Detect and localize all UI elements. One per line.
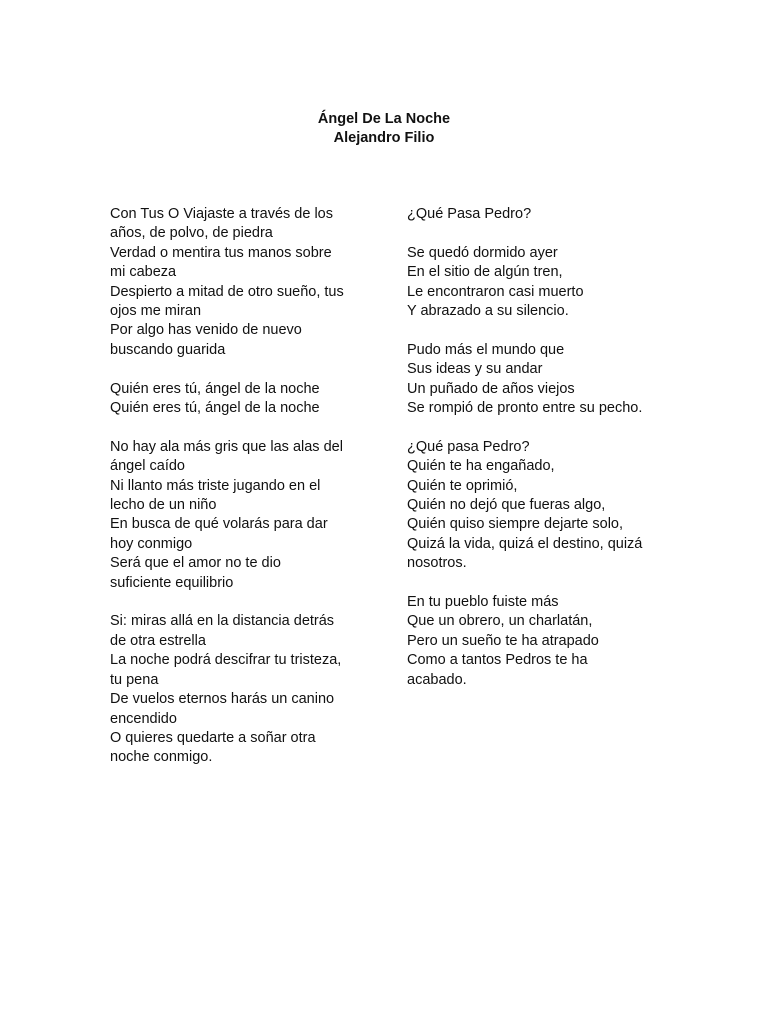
verse-line: Ni llanto más triste jugando en el	[110, 477, 321, 494]
song-title: Ángel De La Noche	[317, 111, 451, 127]
verse-line: Se rompió de pronto entre su pecho.	[407, 400, 643, 417]
document-header	[0, 110, 768, 148]
verse-line: buscando guarida	[110, 341, 226, 358]
verse-line: Sus ideas y su andar	[407, 361, 543, 378]
verse-line: nosotros.	[407, 555, 467, 572]
verse-line: mi cabeza	[110, 264, 177, 281]
verse-line: ¿Qué Pasa Pedro?	[407, 206, 532, 222]
verse-line: Con Tus O Viajaste a través de los	[110, 206, 333, 222]
verse-line: tu pena	[110, 671, 159, 688]
verse-line: suficiente equilibrio	[110, 574, 234, 591]
verse-line: hoy conmigo	[110, 535, 193, 552]
verse-line: Se quedó dormido ayer	[407, 244, 558, 261]
verse-line: acabado.	[407, 671, 467, 688]
verse-line: ángel caído	[110, 458, 185, 475]
left-stanza	[110, 612, 370, 767]
verse-line: Quién quiso siempre dejarte solo,	[407, 516, 624, 533]
verse-line: Y abrazado a su silencio.	[407, 303, 569, 320]
right-column	[407, 205, 667, 709]
verse-line: Quién eres tú, ángel de la noche	[110, 400, 320, 417]
verse-line: Le encontraron casi muerto	[407, 283, 584, 300]
left-stanza	[110, 205, 370, 360]
song-author: Alejandro Filio	[333, 130, 435, 146]
verse-line: Verdad o mentira tus manos sobre	[110, 244, 332, 261]
verse-line: De vuelos eternos harás un canino	[110, 691, 335, 708]
verse-line: Quién no dejó que fueras algo,	[407, 497, 606, 514]
verse-line: ojos me miran	[110, 303, 202, 320]
verse-line: de otra estrella	[110, 632, 206, 649]
verse-line: En busca de qué volarás para dar	[110, 516, 328, 533]
verse-line: No hay ala más gris que las alas del	[110, 438, 343, 455]
verse-line: Quién te oprimió,	[407, 477, 518, 494]
verse-line: Como a tantos Pedros te ha	[407, 652, 588, 669]
right-stanza	[407, 244, 667, 322]
left-column	[110, 205, 370, 787]
verse-line: ¿Qué pasa Pedro?	[407, 438, 530, 455]
verse-line: O quieres quedarte a soñar otra	[110, 729, 316, 746]
verse-line: Por algo has venido de nuevo	[110, 322, 302, 339]
verse-line: Quizá la vida, quizá el destino, quizá	[407, 535, 643, 552]
verse-line: Si: miras allá en la distancia detrás	[110, 613, 335, 630]
verse-line: Será que el amor no te dio	[110, 555, 281, 572]
verse-line: lecho de un niño	[110, 497, 217, 514]
left-stanza	[110, 438, 370, 593]
verse-line: años, de polvo, de piedra	[110, 225, 273, 242]
right-stanza	[407, 341, 667, 419]
verse-line: noche conmigo.	[110, 749, 213, 766]
verse-line: encendido	[110, 710, 177, 727]
verse-line: Despierto a mitad de otro sueño, tus	[110, 283, 344, 300]
right-stanza	[407, 438, 667, 574]
verse-line: Quién te ha engañado,	[407, 458, 555, 475]
verse-line: En el sitio de algún tren,	[407, 264, 563, 281]
verse-line: En tu pueblo fuiste más	[407, 594, 559, 611]
verse-line: La noche podrá descifrar tu tristeza,	[110, 652, 342, 669]
verse-line: Quién eres tú, ángel de la noche	[110, 380, 320, 397]
verse-line: Un puñado de años viejos	[407, 380, 575, 397]
right-stanza	[407, 593, 667, 690]
left-stanza	[110, 380, 370, 419]
verse-line: Que un obrero, un charlatán,	[407, 613, 593, 630]
right-stanza	[407, 205, 667, 224]
verse-line: Pero un sueño te ha atrapado	[407, 632, 599, 649]
verse-line: Pudo más el mundo que	[407, 341, 565, 358]
